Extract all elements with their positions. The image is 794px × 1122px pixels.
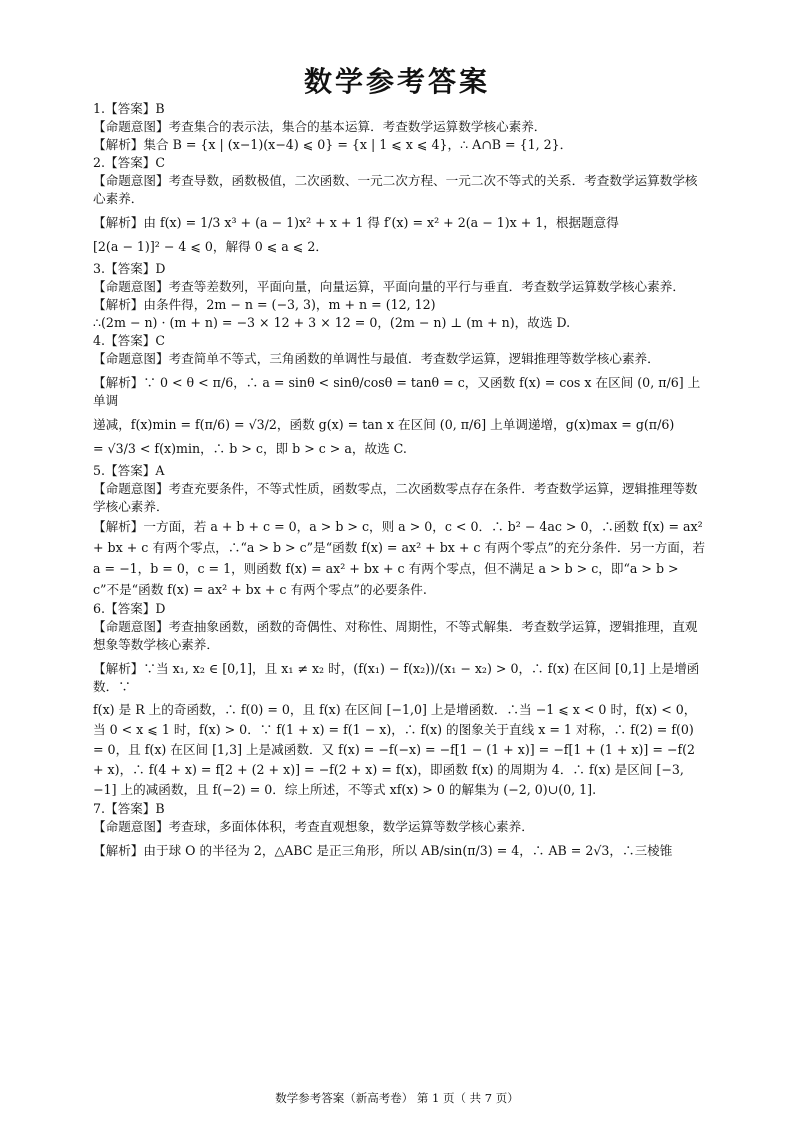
intent-line: 【命题意图】考查等差数列，平面向量，向量运算，平面向量的平行与垂直．考查数学运算数学核心素养．	[93, 279, 685, 294]
analysis-line: ∴(2m − n) · (m + n) = −3 × 12 + 3 × 12 = 0，(2m − n) ⊥ (m + n)，故选 D.	[93, 315, 571, 330]
analysis-line: 递减，f(x)min = f(π/6) = √3/2，函数 g(x) = tan x 在区间 (0, π/6] 上单调递增，g(x)max = g(π/6)	[93, 417, 675, 432]
answer-line: 6.【答案】D	[93, 601, 166, 616]
answer-item-2	[93, 154, 705, 256]
answer-line: 4.【答案】C	[93, 333, 166, 348]
intent-line: 【命题意图】考查简单不等式，三角函数的单调性与最值．考查数学运算，逻辑推理等数学核心素养．	[93, 351, 660, 366]
intent-line: 【命题意图】考查抽象函数，函数的奇偶性、对称性、周期性，不等式解集．考查数学运算，逻辑推理，直观想象等数学核心素养．	[93, 619, 698, 652]
analysis-line: 【解析】由条件得，2m − n = (−3, 3)，m + n = (12, 12)	[93, 297, 436, 312]
analysis-line: 【解析】一方面，若 a + b + c = 0，a > b > c，则 a > 0，c < 0．∴ b² − 4ac > 0，∴函数 f(x) = ax² + bx + c 有两个零点，∴“a > b > c”是“函数 f(x) = ax² + bx + c 有两个零点”的充分条件．另一方面，若 a = −1，b = 0，c = 1，则函数 f(x) = ax² + bx + c 有两个零点，但不满足 a > b > c，即“a > b > c”不是“函数 f(x) = ax² + bx + c 有两个零点”的必要条件.	[93, 519, 706, 597]
analysis-line: [2(a − 1)]² − 4 ⩽ 0，解得 0 ⩽ a ⩽ 2．	[93, 239, 328, 254]
answer-item-1	[93, 100, 705, 154]
intent-line: 【命题意图】考查球，多面体体积，考查直观想象，数学运算等数学核心素养．	[93, 819, 534, 834]
answer-item-4	[93, 332, 705, 458]
analysis-line: 【解析】集合 B = {x | (x−1)(x−4) ⩽ 0} = {x | 1 ⩽ x ⩽ 4}，∴ A∩B = {1, 2}．	[93, 137, 573, 152]
intent-line: 【命题意图】考查充要条件，不等式性质，函数零点，二次函数零点存在条件．考查数学运算，逻辑推理等数学核心素养．	[93, 481, 698, 514]
analysis-line: f(x) 是 R 上的奇函数，∴ f(0) = 0，且 f(x) 在区间 [−1,0] 上是增函数．∴当 −1 ⩽ x < 0 时，f(x) < 0，当 0 < x ⩽ 1 时，f(x) > 0．∵ f(1 + x) = f(1 − x)，∴ f(x) 的图象关于直线 x = 1 对称，∴ f(2) = f(0) = 0，且 f(x) 在区间 [1,3] 上是减函数．又 f(x) = −f(−x) = −f[1 − (1 + x)] = −f[1 + (1 + x)] = −f(2 + x)，∴ f(4 + x) = f[2 + (2 + x)] = −f(2 + x) = f(x)，即函数 f(x) 的周期为 4．∴ f(x) 是区间 [−3, −1] 上的减函数，且 f(−2) = 0．综上所述，不等式 xf(x) > 0 的解集为 (−2, 0)∪(0, 1].	[93, 702, 697, 797]
answer-item-7	[93, 800, 705, 860]
answer-line: 7.【答案】B	[93, 801, 165, 816]
answer-line: 3.【答案】D	[93, 261, 166, 276]
answer-line: 2.【答案】C	[93, 155, 166, 170]
answer-item-6	[93, 600, 705, 800]
page-title: 数学参考答案	[303, 65, 490, 98]
intent-line: 【命题意图】考查集合的表示法，集合的基本运算．考查数学运算数学核心素养．	[93, 119, 547, 134]
answer-line: 1.【答案】B	[93, 101, 165, 116]
answer-item-5	[93, 462, 705, 600]
intent-line: 【命题意图】考查导数，函数极值，二次函数、一元二次方程、一元二次不等式的关系．考查数学运算数学核心素养．	[93, 173, 698, 206]
answer-line: 5.【答案】A	[93, 463, 165, 478]
answer-item-3	[93, 260, 705, 332]
analysis-line: = √3/3 < f(x)min，∴ b > c，即 b > c > a，故选 C.	[93, 441, 407, 456]
analysis-line: 【解析】∵当 x₁, x₂ ∈ [0,1]，且 x₁ ≠ x₂ 时，(f(x₁) − f(x₂))/(x₁ − x₂) > 0，∴ f(x) 在区间 [0,1] 上是增函数．∵	[93, 661, 700, 694]
analysis-line: 【解析】由于球 O 的半径为 2，△ABC 是正三角形，所以 AB/sin(π/3) = 4，∴ AB = 2√3，∴三棱锥	[93, 843, 673, 858]
answers-content	[93, 100, 705, 864]
analysis-line: 【解析】由 f(x) = 1/3 x³ + (a − 1)x² + x + 1 得 f′(x) = x² + 2(a − 1)x + 1，根据题意得	[93, 215, 619, 230]
analysis-line: 【解析】∵ 0 < θ < π/6，∴ a = sinθ < sinθ/cosθ = tanθ = c，又函数 f(x) = cos x 在区间 (0, π/6] 上单调	[93, 375, 701, 408]
page-footer: 数学参考答案（新高考卷） 第 1 页（ 共 7 页）	[275, 1091, 519, 1105]
